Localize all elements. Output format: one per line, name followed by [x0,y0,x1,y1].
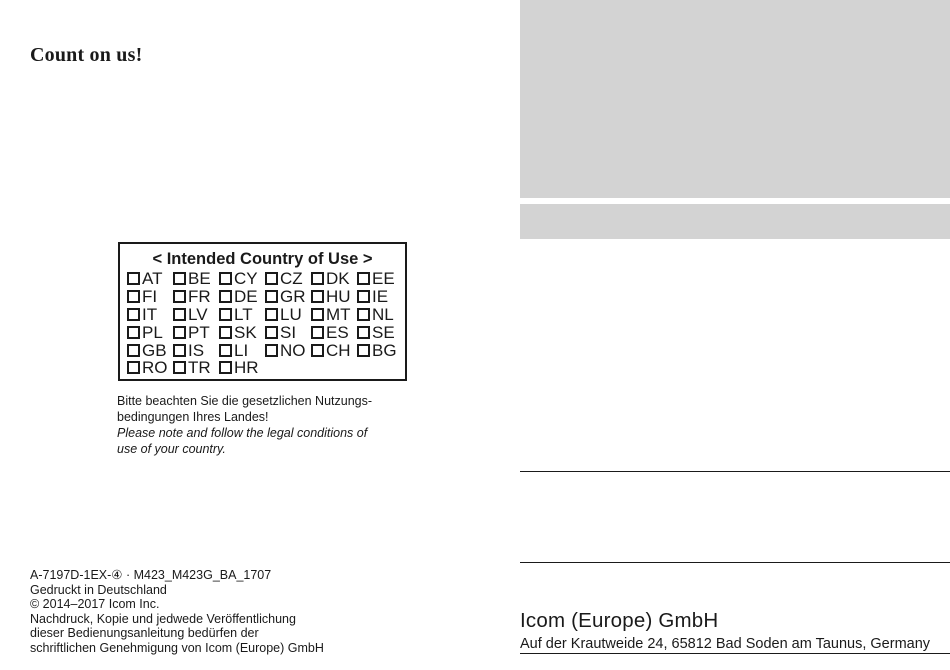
checkbox-icon[interactable] [127,308,140,321]
checkbox-icon[interactable] [127,290,140,303]
country-code-label: LU [280,304,302,324]
checkbox-icon[interactable] [265,272,278,285]
country-code-label: RO [142,358,168,378]
notice-german-line: bedingungen Ihres Landes! [117,410,269,424]
country-option-pt[interactable] [173,323,219,341]
address-underline [520,653,950,654]
country-option-es[interactable] [311,323,357,341]
country-grid [127,270,403,377]
country-option-gr[interactable] [265,288,311,306]
country-code-label: SK [234,322,257,342]
country-option-fr[interactable] [173,288,219,306]
checkbox-icon[interactable] [265,344,278,357]
country-option-de[interactable] [219,288,265,306]
country-code-label: NO [280,340,306,360]
country-code-label: SE [372,322,395,342]
checkbox-icon[interactable] [173,326,186,339]
checkbox-icon[interactable] [219,344,232,357]
copyright: © 2014–2017 Icom Inc. [30,597,160,611]
country-option-gb[interactable] [127,341,173,359]
checkbox-icon[interactable] [311,326,324,339]
checkbox-icon[interactable] [173,344,186,357]
country-option-lt[interactable] [219,306,265,324]
country-option-cz[interactable] [265,270,311,288]
country-code-label: MT [326,304,351,324]
company-address: Auf der Krautweide 24, 65812 Bad Soden am Taunus, Germany [520,636,931,652]
country-code-label: HU [326,287,351,307]
country-option-no[interactable] [265,341,311,359]
checkbox-icon[interactable] [311,344,324,357]
checkbox-icon[interactable] [357,308,370,321]
country-option-lu[interactable] [265,306,311,324]
slogan: Count on us! [30,44,143,66]
checkbox-icon[interactable] [127,361,140,374]
checkbox-icon[interactable] [357,326,370,339]
country-code-label: GB [142,340,167,360]
country-option-pl[interactable] [127,323,173,341]
country-code-label: CZ [280,269,303,289]
country-code-label: GR [280,287,306,307]
notice-english-line: Please note and follow the legal conditions of [117,426,368,440]
country-of-use-box [118,242,407,381]
checkbox-icon[interactable] [311,308,324,321]
country-option-hr[interactable] [219,359,265,377]
checkbox-icon[interactable] [127,326,140,339]
country-box-title: < Intended Country of Use > [152,250,373,268]
printed-in: Gedruckt in Deutschland [30,582,167,597]
country-option-ee[interactable] [357,270,403,288]
country-code-label: ES [326,322,349,342]
checkbox-icon[interactable] [127,272,140,285]
divider-line [520,562,950,563]
country-option-ro[interactable] [127,359,173,377]
country-option-nl[interactable] [357,306,403,324]
checkbox-icon[interactable] [173,361,186,374]
checkbox-icon[interactable] [173,290,186,303]
reproduction-notice-line: schriftlichen Genehmigung von Icom (Europe) GmbH [30,640,324,655]
country-code-label: IE [372,287,389,307]
country-code-label: PL [142,322,163,342]
checkbox-icon[interactable] [219,361,232,374]
country-option-dk[interactable] [311,270,357,288]
checkbox-icon[interactable] [219,272,232,285]
reproduction-notice-line: Nachdruck, Kopie und jedwede Veröffentlichung [30,611,296,626]
country-option-cy[interactable] [219,270,265,288]
checkbox-icon[interactable] [265,326,278,339]
country-option-it[interactable] [127,306,173,324]
country-code-label: AT [142,269,163,289]
country-option-mt[interactable] [311,306,357,324]
country-code-label: HR [234,358,259,378]
country-option-be[interactable] [173,270,219,288]
country-option-hu[interactable] [311,288,357,306]
document-code: A-7197D-1EX-④ · M423_M423G_BA_1707 [30,568,272,582]
country-option-tr[interactable] [173,359,219,377]
checkbox-icon[interactable] [265,308,278,321]
checkbox-icon[interactable] [265,290,278,303]
country-option-fi[interactable] [127,288,173,306]
country-code-label: FR [188,287,211,307]
country-code-label: BG [372,340,397,360]
checkbox-icon[interactable] [219,308,232,321]
country-code-label: CH [326,340,351,360]
country-code-label: DE [234,287,258,307]
checkbox-icon[interactable] [311,272,324,285]
country-option-is[interactable] [173,341,219,359]
legal-notice [117,393,397,457]
country-option-ie[interactable] [357,288,403,306]
divider-line [520,471,950,472]
country-code-label: BE [188,269,211,289]
print-info [30,568,360,655]
gray-title-strip [520,204,950,239]
gray-image-placeholder [520,0,950,198]
notice-german-line: Bitte beachten Sie die gesetzlichen Nutzungs- [117,394,373,408]
checkbox-icon[interactable] [173,308,186,321]
country-option-ch[interactable] [311,341,357,359]
country-code-label: LV [188,304,208,324]
country-code-label: EE [372,269,395,289]
company-name: Icom (Europe) GmbH [520,609,719,632]
checkbox-icon[interactable] [127,344,140,357]
country-code-label: LT [234,304,253,324]
checkbox-icon[interactable] [219,326,232,339]
country-code-label: NL [372,304,394,324]
reproduction-notice-line: dieser Bedienungsanleitung bedürfen der [30,626,259,640]
checkbox-icon[interactable] [357,272,370,285]
country-code-label: TR [188,358,211,378]
country-code-label: LI [234,340,249,360]
country-option-se[interactable] [357,323,403,341]
checkbox-icon[interactable] [311,290,324,303]
country-code-label: FI [142,287,158,307]
country-code-label: CY [234,269,258,289]
country-option-lv[interactable] [173,306,219,324]
notice-english-line: use of your country. [117,442,226,456]
country-option-si[interactable] [265,323,311,341]
country-option-at[interactable] [127,270,173,288]
country-code-label: DK [326,269,350,289]
country-option-li[interactable] [219,341,265,359]
country-code-label: SI [280,322,297,342]
checkbox-icon[interactable] [219,290,232,303]
country-option-bg[interactable] [357,341,403,359]
checkbox-icon[interactable] [173,272,186,285]
checkbox-icon[interactable] [357,290,370,303]
checkbox-icon[interactable] [357,344,370,357]
country-code-label: IS [188,340,205,360]
country-code-label: IT [142,304,158,324]
country-option-sk[interactable] [219,323,265,341]
country-code-label: PT [188,322,210,342]
